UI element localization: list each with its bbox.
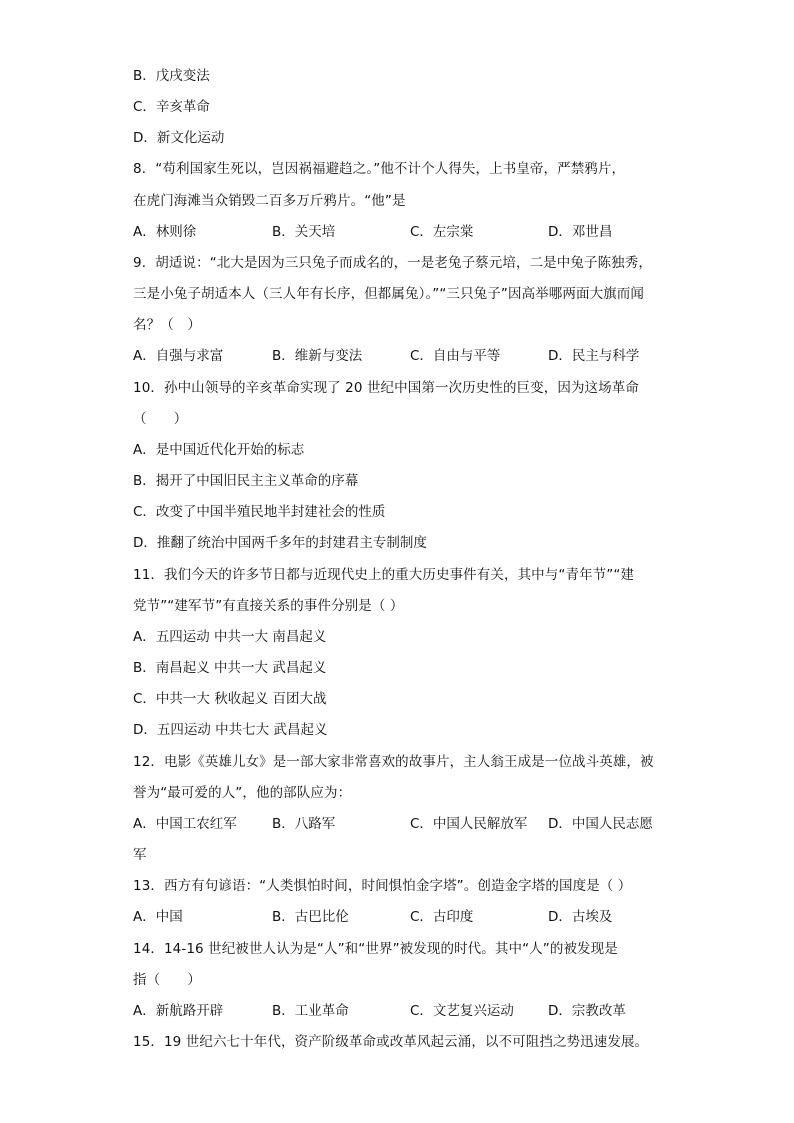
option-a: A．自强与求富	[133, 348, 224, 364]
option-a: A．中国工农红军	[133, 816, 237, 832]
option-c: C．自由与平等	[410, 348, 501, 364]
question-8-line-1: 8．“苟利国家生死以，岂因祸福避趋之。”他不计个人得失，上书皇帝，严禁鸦片，	[133, 161, 626, 177]
option-b: B．古巴比伦	[272, 909, 349, 925]
option-c-xinhai: C．辛亥革命	[133, 99, 210, 115]
question-10-line-1: 10．孙中山领导的辛亥革命实现了 20 世纪中国第一次历史性的巨变，因为这场革命	[133, 380, 639, 396]
question-10-line-2: （ ）	[133, 411, 188, 427]
question-14-line-2: 指（ ）	[133, 972, 201, 988]
option-d: D．邓世昌	[548, 224, 613, 240]
question-15-line-1: 15．19 世纪六七十年代，资产阶级革命或改革风起云涌，以不可阻挡之势迅速发展。	[133, 1034, 649, 1050]
question-11-line-1: 11．我们今天的许多节日都与近现代史上的重大历史事件有关，其中与“青年节”“建	[133, 567, 635, 583]
question-8-line-2: 在虎门海滩当众销毁二百多万斤鸦片。“他”是	[133, 193, 406, 209]
option-d: D．民主与科学	[548, 348, 640, 364]
option-b: B．南昌起义 中共一大 武昌起义	[133, 660, 327, 676]
option-a: A．五四运动 中共一大 南昌起义	[133, 629, 327, 645]
option-b: B．八路军	[272, 816, 336, 832]
option-d: D．中国人民志愿	[548, 816, 653, 832]
option-c: C．改变了中国半殖民地半封建社会的性质	[133, 504, 386, 520]
option-c: C．古印度	[410, 909, 474, 925]
option-d: D．推翻了统治中国两千多年的封建君主专制制度	[133, 535, 427, 551]
question-14-line-1: 14．14-16 世纪被世人认为是“人”和“世界”被发现的时代。其中“人”的被发现是	[133, 941, 618, 957]
option-a: A．是中国近代化开始的标志	[133, 442, 305, 458]
question-13-line-1: 13．西方有句谚语：“人类惧怕时间，时间惧怕金字塔”。创造金字塔的国度是（ ）	[133, 878, 632, 894]
option-b: B．揭开了中国旧民主主义革命的序幕	[133, 473, 359, 489]
option-d: D．宗教改革	[548, 1003, 626, 1019]
option-a: A．林则徐	[133, 224, 197, 240]
question-12-options	[133, 814, 693, 834]
question-8-options	[133, 222, 693, 242]
option-b: B．维新与变法	[272, 348, 363, 364]
option-d-new-culture: D．新文化运动	[133, 130, 225, 146]
option-b-wuxu: B．戊戌变法	[133, 68, 210, 84]
option-d-wrap: 军	[133, 847, 147, 863]
option-c: C．文艺复兴运动	[410, 1003, 514, 1019]
question-13-options	[133, 907, 693, 927]
question-9-line-1: 9．胡适说：“北大是因为三只兔子而成名的，一是老兔子蔡元培，二是中兔子陈独秀，	[133, 255, 652, 271]
option-c: C．中国人民解放军	[410, 816, 528, 832]
option-d: D．古埃及	[548, 909, 613, 925]
option-b: B．工业革命	[272, 1003, 349, 1019]
question-14-options	[133, 1001, 693, 1021]
question-11-line-2: 党节”“建军节”有直接关系的事件分别是（ ）	[133, 598, 404, 614]
option-c: C．中共一大 秋收起义 百团大战	[133, 691, 327, 707]
question-12-line-1: 12．电影《英雄儿女》是一部大家非常喜欢的故事片，主人翁王成是一位战斗英雄，被	[133, 754, 654, 770]
question-9-options	[133, 346, 693, 366]
question-9-line-3: 名？（ ）	[133, 317, 201, 333]
question-9-line-2: 三是小兔子胡适本人（三人年有长序，但都属兔）。”“三只兔子”因高举哪两面大旗而闻	[133, 286, 644, 302]
option-b: B．关天培	[272, 224, 336, 240]
question-12-line-2: 誉为“最可爱的人”，他的部队应为：	[133, 785, 352, 801]
option-c: C．左宗棠	[410, 224, 474, 240]
option-d: D．五四运动 中共七大 武昌起义	[133, 722, 328, 738]
option-a: A．中国	[133, 909, 183, 925]
option-a: A．新航路开辟	[133, 1003, 224, 1019]
